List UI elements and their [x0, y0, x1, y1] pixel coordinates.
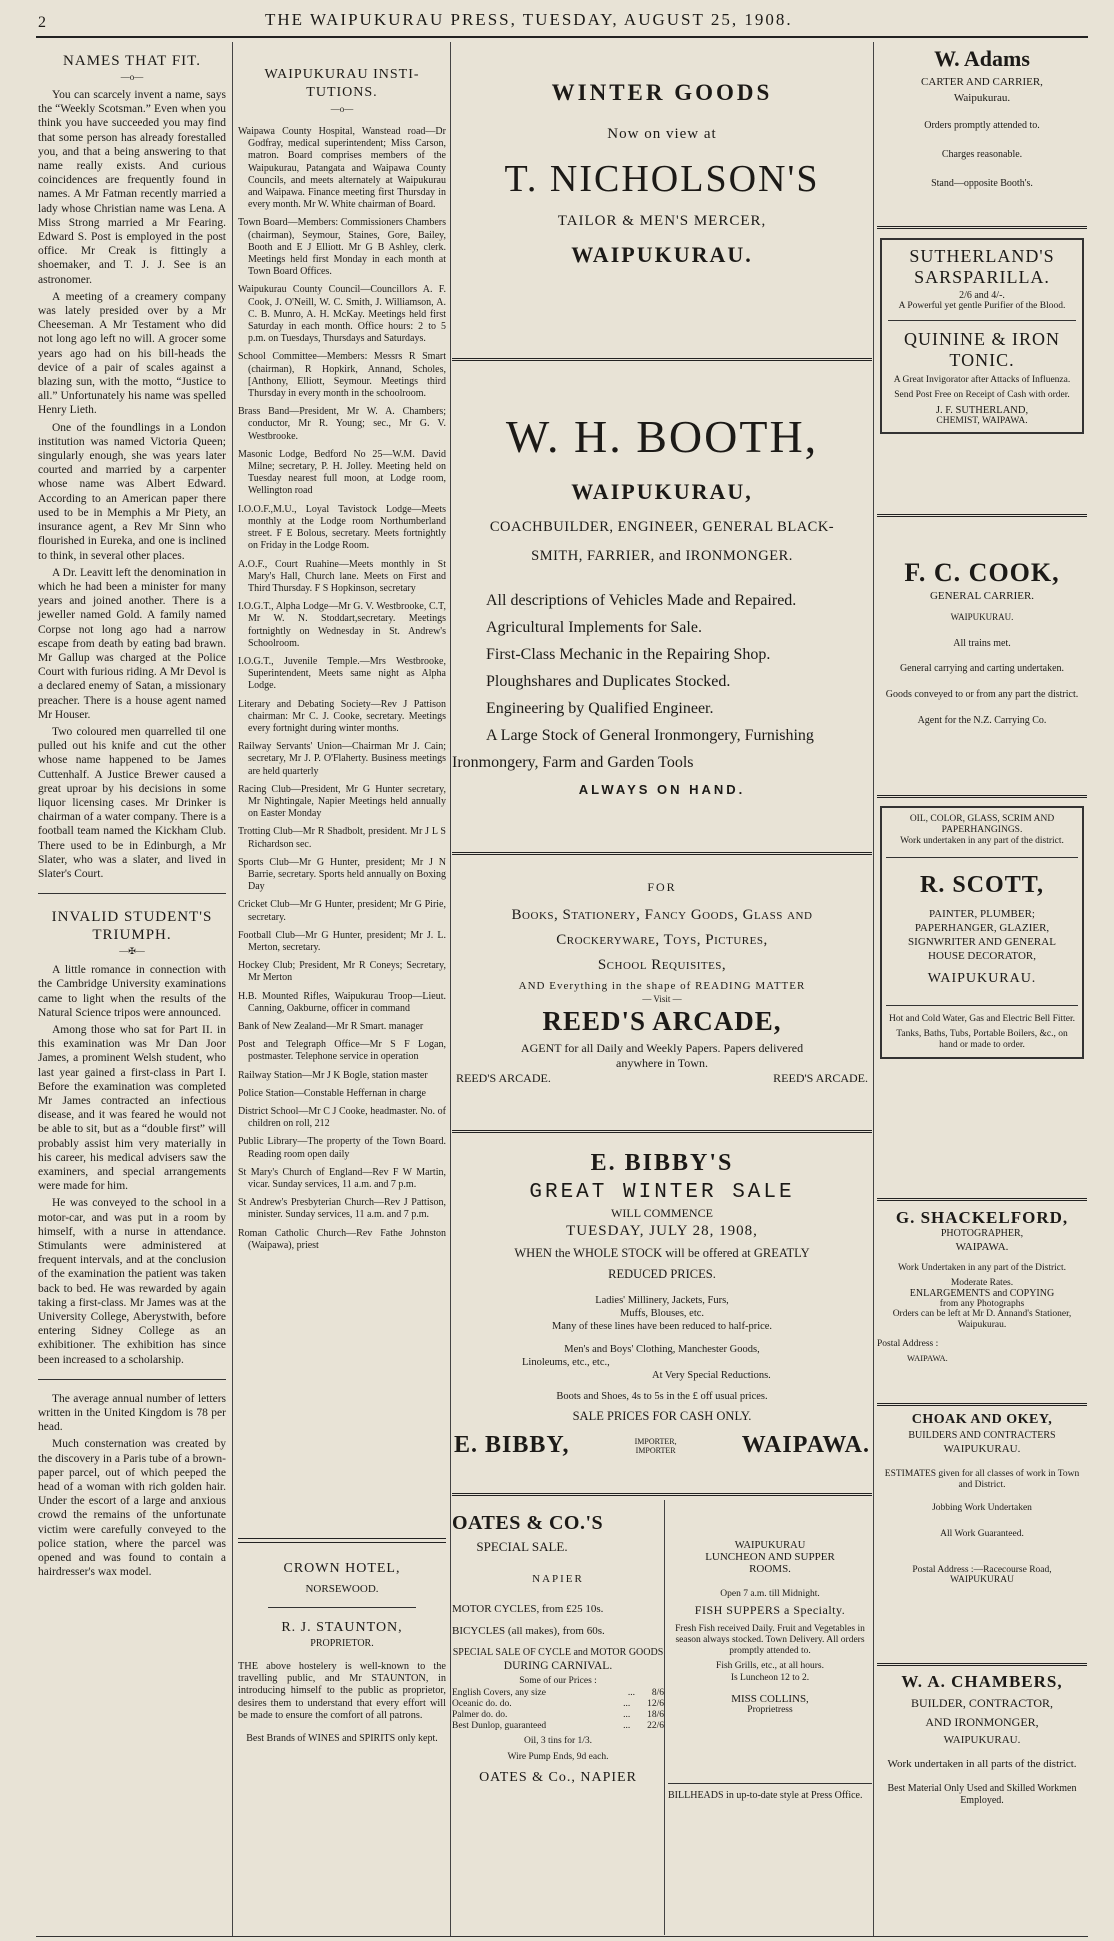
- ad-name: CHOAK AND OKEY,: [911, 1412, 1053, 1427]
- ad-text: ENLARGEMENTS and COPYING: [909, 1288, 1055, 1299]
- ad-text: 2/6 and 4/-.: [959, 290, 1005, 301]
- ad-text: Now on view at: [607, 126, 717, 142]
- institution-entry: Post and Telegraph Office—Mr S F Logan, postmaster. Telephone service in operation: [238, 1039, 446, 1063]
- divider: [877, 1198, 1087, 1201]
- ad-name: R. SCOTT,: [920, 872, 1044, 898]
- price-item: Palmer do. do.: [452, 1710, 508, 1720]
- ad-text: All Work Guaranteed.: [940, 1529, 1024, 1539]
- ad-text: Many of these lines have been reduced to half-price.: [551, 1321, 773, 1332]
- ad-text: AGENT for all Daily and Weekly Papers. Papers delivered: [520, 1041, 804, 1055]
- ad-text: Stand—opposite Booth's.: [931, 178, 1033, 189]
- hotel-name: CROWN HOTEL,: [283, 1561, 401, 1576]
- ad-text: Tanks, Baths, Tubs, Portable Boilers, &c., on hand or made to order.: [896, 1029, 1068, 1050]
- ad-text: Waipukurau.: [953, 92, 1011, 104]
- ad-text: OIL, COLOR, GLASS, SCRIM AND PAPERHANGINGS.: [909, 814, 1055, 835]
- divider: [452, 358, 872, 361]
- institution-entry: I.O.G.T., Juvenile Temple.—Mrs Westbrooke, Superintendent, Meets same night as Alpha Lodge.: [238, 655, 446, 692]
- ad-text: TUESDAY, JULY 28, 1908,: [566, 1223, 758, 1239]
- price-row: [452, 1699, 664, 1710]
- ad-text: WHEN the WHOLE STOCK will be offered at GREATLY: [514, 1246, 810, 1260]
- divider: [452, 852, 872, 855]
- ornament: —✠—: [119, 946, 145, 957]
- ad-text: WAIPAWA.: [907, 1353, 948, 1363]
- price-price: 18/6: [647, 1710, 664, 1720]
- ad-slogan: ALWAYS ON HAND.: [578, 782, 746, 797]
- article-paragraph: A Dr. Leavitt left the denomination in which he had been a minister for many years and joined another. There is a jeweller named Gold. A family named Corpse not long ago had a narrow escape from death by eating bad brawn. Mr Gallup was charged at the Police Court with furious riding. A Mr Devol is a declared enemy of Satan, a missionary preacher. There is a house agent named Mr Houser.: [38, 566, 226, 721]
- ad-text: Oil, 3 tins for 1/3.: [523, 1736, 593, 1746]
- divider: [877, 795, 1087, 798]
- institution-entry: Sports Club—Mr G Hunter, president; Mr J N Barrie, secretary. Sports held annually on Boxing Day: [238, 856, 446, 893]
- ad-text: IMPORTER: [635, 1445, 676, 1455]
- institution-entry: I.O.O.F.,M.U., Loyal Tavistock Lodge—Meets monthly at the Lodge room Northumberland street. F E Bolous, secretary. Meets fortnightly on Friday in the Lodge Room.: [238, 503, 446, 552]
- divider: [452, 1130, 872, 1133]
- institution-entry: Railway Servants' Union—Chairman Mr J. Cain; secretary, Mr J. P. O'Flaherty. Business meetings are held quarterly: [238, 741, 446, 777]
- ad-text: A Powerful yet gentle Purifier of the Blood.: [898, 301, 1066, 311]
- ad-headline: GREAT WINTER SALE: [529, 1181, 795, 1204]
- ad-name: TONIC.: [949, 350, 1015, 370]
- ad-text: Best Material Only Used and Skilled Workmen Employed.: [887, 1783, 1077, 1806]
- institution-entry: Literary and Debating Society—Rev J Pattison chairman: Mr C. J. Cooke, secretary. Meetings every fortnight during winter months.: [238, 698, 446, 734]
- proprietor-role: PROPRIETOR.: [310, 1638, 374, 1649]
- institution-entry: Racing Club—President, Mr G Hunter secretary, Mr Nightingale, Napier Meetings held annually on Easter Monday: [238, 783, 446, 820]
- divider: [268, 1607, 416, 1608]
- column-rule: [664, 1500, 665, 1935]
- ad-footer: [452, 1071, 872, 1086]
- ad-text: SALE PRICES FOR CASH ONLY.: [572, 1409, 752, 1423]
- ad-text: SPECIAL SALE OF CYCLE and MOTOR GOODS: [452, 1647, 664, 1658]
- divider: [877, 514, 1087, 517]
- ad-text: FISH SUPPERS a Specialty.: [694, 1603, 846, 1617]
- ad-place: WAIPAWA.: [741, 1432, 870, 1458]
- ad-place: WAIPUKURAU.: [927, 971, 1037, 986]
- masthead-rule: [36, 36, 1088, 38]
- ad-text: from any Photographs: [939, 1299, 1025, 1309]
- ad-text: Moderate Rates.: [950, 1278, 1014, 1288]
- institution-entry: Waipukurau County Council—Councillors A. F. Cook, J. O'Neill, W. C. Smith, J. Williamson, A. C. B. Munro, A. H. McKay. Meetings held first Saturday in each month. Office hours: 2 to 5 p.m. on Tuesdays, Thursdays and Saturdays.: [238, 284, 446, 345]
- ad-text: All trains met.: [953, 638, 1011, 649]
- crown-hotel-ad: [238, 1538, 446, 1745]
- ad-text: FOR: [647, 880, 677, 894]
- ad-text: ESTIMATES given for all classes of work in Town and District.: [884, 1469, 1080, 1490]
- ad-text: Crockeryware, Toys, Pictures,: [556, 932, 768, 948]
- ad-text: CARTER AND CARRIER,: [921, 76, 1043, 88]
- institution-entry: School Committee—Members: Messrs R Smart (chairman), R Hopkirk, Annand, Scholes, [Anthony, Elliott, Seymour. Meetings third Thursday in every month in the schoolroom.: [238, 351, 446, 400]
- ad-trade: SMITH, FARRIER, and IRONMONGER.: [531, 548, 793, 564]
- chambers-ad: [877, 1672, 1087, 1807]
- institution-entry: Roman Catholic Church—Rev Fathe Johnston (Waipawa), priest: [238, 1227, 446, 1251]
- ad-text: Postal Address :: [877, 1339, 939, 1349]
- ad-text: Orders can be left at Mr D. Annand's Stationer, Waipukurau.: [892, 1309, 1072, 1330]
- institution-entry: St Mary's Church of England—Rev F W Martin, vicar. Sunday services, 11 a.m. and 7 p.m.: [238, 1166, 446, 1191]
- ad-text: Hot and Cold Water, Gas and Electric Bell Fitter.: [889, 1014, 1075, 1024]
- article-paragraph: He was conveyed to the school in a motor-car, and was put in a room by himself, with a nurse in attendance. Stimulants were administered at frequent intervals, and at the conclusion of the examination the patient was taken back to bed. He was rewarded by again taking a first-class. Mr James was at the University College, Aberystwith, before entering Sidney College as an exhibitioner. The exhibition has since been increased to a scholarship.: [38, 1197, 226, 1366]
- sutherland-ad: [880, 238, 1084, 434]
- institution-entry: District School—Mr C J Cooke, headmaster. No. of children on roll, 212: [238, 1106, 446, 1130]
- divider: [452, 1493, 872, 1496]
- ad-text: Proprietress: [747, 1705, 793, 1715]
- ad-text: BICYCLES (all makes), from 60s.: [452, 1625, 605, 1637]
- ad-text: Is Luncheon 12 to 2.: [730, 1673, 810, 1683]
- divider: [877, 1403, 1087, 1406]
- ad-text: WAIPUKURAU: [734, 1540, 806, 1551]
- institution-entry: Waipawa County Hospital, Wanstead road—Dr Godfray, medical superintendent; Miss Carson, matron. Board comprises members of the Waipukurau, Patangata and Waipawa County Councils, and meets alternately at Waipukurau and Waipawa. Finance meeting first Thursday in every month. Mr W. White chairman of Board.: [238, 126, 446, 211]
- article-paragraph: A little romance in connection with the Cambridge University examinations came to light when the results of the Natural Science tripos were announced.: [38, 964, 226, 1019]
- ad-text: REED'S ARCADE.: [456, 1071, 551, 1085]
- divider: [877, 1663, 1087, 1666]
- ad-text: Books, Stationery, Fancy Goods, Glass and: [511, 907, 813, 923]
- institution-entry: I.O.G.T., Alpha Lodge—Mr G. V. Westbrooke, C.T, Mr W. N. Stoddart,secretary. Meetings fortnightly on Wednesday in St. Andrew's Schoolroom.: [238, 601, 446, 649]
- ad-lines: [452, 587, 872, 776]
- ad-text: Goods conveyed to or from any part the district.: [885, 689, 1079, 700]
- article-title: NAMES THAT FIT.: [63, 53, 201, 69]
- ad-text: REED'S ARCADE.: [773, 1071, 868, 1085]
- ad-text: Linoleums, etc., etc.,: [522, 1357, 610, 1368]
- ad-text: Ladies' Millinery, Jackets, Furs,: [595, 1295, 729, 1306]
- ad-text: WAIPUKURAU.: [943, 1443, 1021, 1455]
- institution-entry: Railway Station—Mr J K Bogle, station master: [238, 1069, 428, 1081]
- institutions-list: [238, 126, 446, 1252]
- price-price: 22/6: [647, 1721, 664, 1731]
- ad-text: Agent for the N.Z. Carrying Co.: [917, 715, 1047, 726]
- ad-text: NAPIER: [532, 1573, 584, 1585]
- ad-text: DURING CARNIVAL.: [503, 1660, 613, 1672]
- ad-name: E. BIBBY,: [454, 1432, 570, 1458]
- ad-place: WAIPUKURAU,: [571, 479, 753, 504]
- price-dots: ...: [623, 1721, 631, 1731]
- section-title: TUTIONS.: [306, 85, 378, 100]
- proprietor-name: R. J. STAUNTON,: [281, 1620, 403, 1635]
- ad-line: Engineering by Qualified Engineer.: [486, 700, 714, 717]
- institution-entry: Hockey Club; President, Mr R Coneys; Secretary, Mr Merton: [238, 960, 446, 984]
- institution-entry: Bank of New Zealand—Mr R Smart. manager: [238, 1021, 424, 1032]
- ad-text: Fresh Fish received Daily. Fruit and Vegetables in season always stocked. Town Delivery. All orders promptly attended to.: [675, 1624, 865, 1656]
- ad-name: E. BIBBY'S: [590, 1150, 734, 1176]
- column-rule: [450, 42, 451, 1936]
- ad-text: Boots and Shoes, 4s to 5s in the £ off usual prices.: [556, 1391, 768, 1402]
- ad-text: BUILDER, CONTRACTOR,: [910, 1696, 1054, 1710]
- institution-entry: Brass Band—President, Mr W. A. Chambers; conductor, Mr R. Young; sec., Mr G. V. Westbrooke.: [238, 406, 446, 442]
- ad-line: Ploughshares and Duplicates Stocked.: [486, 673, 731, 690]
- institution-entry: Masonic Lodge, Bedford No 25—W.M. David Milne; secretary, P. H. Jolley. Meeting held on Tuesday nearest full moon, at Lodge room, Wellington road: [238, 448, 446, 497]
- divider: [668, 1783, 872, 1784]
- ad-text: REDUCED PRICES.: [608, 1267, 716, 1281]
- price-row: [452, 1688, 664, 1699]
- ad-name: T. NICHOLSON'S: [504, 158, 820, 200]
- divider: [38, 1379, 226, 1380]
- article-paragraph: Two coloured men quarrelled til one pulled out his knife and cut the other whose name happened to be James Cuttenhalf. A Justice Brewer caused a great uproar by his decisions in some liquor licensing cases. Mr Drinker is chairman of a water company. There is a football team named the Kickham Club. There used to be in Edinburgh, a Mr Slater, who was a slater, and lived in Slater's Court.: [38, 725, 226, 880]
- footer-rule: [36, 1936, 1088, 1937]
- ad-line: Agricultural Implements for Sale.: [486, 619, 702, 636]
- institution-entry: Football Club—Mr G Hunter, president; Mr J. L. Merton, secretary.: [238, 929, 446, 953]
- ad-text: CHEMIST, WAIPAWA.: [936, 416, 1028, 426]
- ad-text: Jobbing Work Undertaken: [932, 1503, 1032, 1513]
- ornament: —o—: [120, 72, 144, 82]
- ad-line: First-Class Mechanic in the Repairing Shop.: [486, 646, 771, 663]
- ad-name: REED'S ARCADE,: [542, 1006, 782, 1036]
- ad-text: anywhere in Town.: [616, 1056, 708, 1070]
- adams-ad: [877, 46, 1087, 189]
- article-paragraph: A meeting of a creamery company was lately presided over by a Mr Cheeseman. A Mr Testament who did not long ago left no will. A grocer some years ago had on his bill-heads the device of a pair of scales against a blazing sun, with the motto, “Justice to all.” Unfortunately his name was spelled Henry Lieth.: [38, 290, 226, 417]
- ad-text: AND IRONMONGER,: [925, 1715, 1039, 1729]
- masthead-title: THE WAIPUKURAU PRESS, TUESDAY, AUGUST 25, 1908.: [265, 10, 793, 29]
- ad-text: Charges reasonable.: [941, 149, 1023, 160]
- institution-entry: Public Library—The property of the Town Board. Reading room open daily: [238, 1136, 446, 1160]
- ad-foot: OATES & Co., NAPIER: [479, 1770, 637, 1785]
- ad-line: Ironmongery, Farm and Garden Tools: [452, 754, 694, 771]
- ad-name: SARSPARILLA.: [914, 267, 1050, 287]
- ad-text: WILL COMMENCE: [611, 1206, 713, 1220]
- ad-text: WAIPUKURAU.: [943, 1734, 1021, 1746]
- ad-text: Send Post Free on Receipt of Cash with order.: [894, 390, 1070, 400]
- institution-entry: Police Station—Constable Heffernan in charge: [238, 1087, 426, 1099]
- ad-text: IMPORTER,: [634, 1436, 677, 1446]
- divider: [877, 226, 1087, 229]
- divider: [238, 1538, 446, 1543]
- institution-entry: A.O.F., Court Ruahine—Meets monthly in St Mary's Hall, Church lane. Meets on First and Third Thursday. F S Hopkinson, secretary: [238, 558, 446, 594]
- ad-line: A Large Stock of General Ironmongery, Furnishing: [486, 727, 814, 744]
- ad-name: W. Adams: [934, 46, 1030, 71]
- article-paragraph: You can scarcely invent a name, says the “Weekly Scotsman.” Even when you think you have succeeded you may find that some person has already forestalled you, and that a being answering to that name really exists. And curious coincidences are frequently found in names. A Mr Fatman recently married a lady whose Christian name was Lena. A Miss Strong married a Mr Fearing. Edward S. Post is employed in the post office. Mr Creak is fittingly a shoemaker, and T. J. J. See is an astronomer.: [38, 89, 226, 286]
- ad-name: G. SHACKELFORD,: [895, 1208, 1069, 1227]
- ad-text: Work undertaken in any part of the district.: [900, 836, 1064, 846]
- price-item: Best Dunlop, guaranteed: [452, 1721, 547, 1731]
- hotel-place: NORSEWOOD.: [305, 1583, 379, 1595]
- price-dots: ...: [623, 1710, 631, 1720]
- booth-ad: [452, 410, 872, 797]
- price-dots: ...: [627, 1688, 635, 1698]
- ad-headline: WINTER GOODS: [551, 80, 773, 105]
- ad-text: Postal Address :—Racecourse Road,: [912, 1565, 1052, 1575]
- price-list: [452, 1688, 664, 1732]
- ad-name: SUTHERLAND'S: [909, 246, 1055, 266]
- ad-text: Orders promptly attended to.: [924, 120, 1040, 131]
- article-title: TRIUMPH.: [92, 927, 172, 944]
- ad-text: GENERAL CARRIER.: [929, 590, 1035, 602]
- scott-ad: [880, 806, 1084, 1059]
- divider: [886, 857, 1078, 858]
- ad-text: LUNCHEON AND SUPPER: [705, 1551, 835, 1563]
- ad-text: PAINTER, PLUMBER; PAPERHANGER, GLAZIER, SIGNWRITER AND GENERAL HOUSE DECORATOR,: [908, 908, 1056, 962]
- ad-text: Work undertaken in all parts of the district.: [887, 1758, 1077, 1770]
- ad-text: AND Everything in the shape of READING MATTER: [518, 980, 806, 992]
- section-title: WAIPUKURAU INSTI-: [264, 67, 420, 82]
- ad-name: F. C. COOK,: [904, 558, 1060, 587]
- price-row: [452, 1710, 664, 1721]
- ad-text: Wire Pump Ends, 9d each.: [507, 1752, 609, 1762]
- cook-ad: [877, 558, 1087, 726]
- institution-entry: H.B. Mounted Rifles, Waipukurau Troop—Lieut. Canning, Oakburne, officer in command: [238, 990, 446, 1014]
- divider: [886, 1005, 1078, 1006]
- ad-text: MISS COLLINS,: [731, 1693, 809, 1705]
- ad-text: Men's and Boys' Clothing, Manchester Goods,: [564, 1344, 760, 1355]
- price-item: Oceanic do. do.: [452, 1699, 512, 1709]
- price-row: [452, 1721, 664, 1732]
- oates-ad: [452, 1512, 664, 1786]
- price-dots: ...: [623, 1699, 631, 1709]
- ad-text: Work Undertaken in any part of the District.: [897, 1263, 1067, 1273]
- ad-text: [635, 1437, 677, 1455]
- ad-text: At Very Special Reductions.: [652, 1370, 771, 1381]
- ad-text: WAIPUKURAU: [950, 1575, 1014, 1585]
- ad-name: W. H. BOOTH,: [505, 411, 819, 462]
- ad-text: Some of our Prices :: [519, 1676, 597, 1686]
- hotel-body: THE above hostelery is well-known to the travelling public, and Mr STAUNTON, in introducing himself to the public as proprietor, desires them to understand that every effort will be made to ensure the comfort of all patrons.: [238, 1661, 446, 1721]
- nicholson-ad: [452, 80, 872, 268]
- ad-text: School Requisites,: [597, 957, 727, 973]
- price-price: 12/6: [647, 1699, 664, 1709]
- ad-text: BUILDERS AND CONTRACTERS: [908, 1430, 1056, 1441]
- ad-text: — Visit —: [642, 994, 682, 1004]
- luncheon-ad: [668, 1540, 872, 1802]
- ad-text: WAIPAWA.: [955, 1241, 1009, 1253]
- column-rule: [232, 42, 233, 1936]
- ad-text: MOTOR CYCLES, from £25 10s.: [452, 1603, 604, 1615]
- ad-name: W. A. CHAMBERS,: [901, 1672, 1063, 1691]
- article-title: INVALID STUDENT'S: [51, 909, 213, 926]
- ad-place: WAIPUKURAU.: [571, 242, 753, 267]
- ad-name: QUININE & IRON: [904, 329, 1060, 349]
- ad-footer: [452, 1432, 872, 1459]
- ad-text: SPECIAL SALE.: [476, 1539, 568, 1554]
- article-paragraph: The average annual number of letters written in the United Kingdom is 78 per head.: [38, 1392, 226, 1434]
- ad-text: BILLHEADS in up-to-date style at Press Office.: [668, 1790, 863, 1801]
- bibby-ad: [452, 1150, 872, 1459]
- institution-entry: St Andrew's Presbyterian Church—Rev J Pattison, minister. Sunday services, 11 a.m. and 7 p.m.: [238, 1197, 446, 1221]
- ad-text: A Great Invigorator after Attacks of Influenza.: [893, 375, 1071, 385]
- article-names-that-fit: [38, 52, 226, 1583]
- divider: [38, 893, 226, 894]
- ad-line: All descriptions of Vehicles Made and Repaired.: [486, 592, 797, 609]
- column-rule: [873, 42, 874, 1936]
- ad-text: Fish Grills, etc., at all hours.: [716, 1661, 824, 1671]
- article-paragraph: Much consternation was created by the discovery in a Paris tube of a brown-paper parcel, out of which peeped the head of a woman with rich golden hair. Under the escort of a large and anxious crowd the remains of the unfortunate victim were carefully conveyed to the police station, where the parcel was opened and was found to contain a hairdresser's wax model.: [38, 1438, 226, 1579]
- ad-text: TAILOR & MEN'S MERCER,: [557, 213, 767, 229]
- price-price: 8/6: [651, 1688, 664, 1698]
- article-paragraph: Among those who sat for Part II. in this examination was Mr Dan Joor James, a prominent Welsh student, who last year gained a first-class in Part I. Before the examination was completed Mr James contracted an infectious disease, and it was feared he would not be able to sit, but as a “double first” will probably assist him very materially in his career, his medical advisers saw the examiners, and special arrangements were made for him.: [38, 1023, 226, 1193]
- page-number: 2: [38, 14, 46, 31]
- price-item: English Covers, any size: [452, 1688, 546, 1698]
- ornament: —o—: [330, 104, 354, 114]
- choak-ad: [877, 1412, 1087, 1585]
- divider: [888, 320, 1076, 321]
- institution-entry: Town Board—Members: Commissioners Chambers (chairman), Seymour, Staines, Gore, Bailey, Booth and E J Elliott. Mr G B Ashley, clerk. Meetings held first Monday in each month at Town Board Offices.: [238, 217, 446, 278]
- ad-text: ROOMS.: [749, 1563, 791, 1575]
- institutions-directory: [238, 66, 446, 1258]
- ad-text: Open 7 a.m. till Midnight.: [720, 1589, 820, 1599]
- ad-text: General carrying and carting undertaken.: [899, 663, 1065, 674]
- shackelford-ad: [877, 1208, 1087, 1363]
- ad-trade: COACHBUILDER, ENGINEER, GENERAL BLACK-: [489, 519, 835, 535]
- ad-text: Muffs, Blouses, etc.: [619, 1308, 705, 1319]
- reed-ad: [452, 880, 872, 1086]
- ad-name: OATES & CO.'S: [452, 1512, 604, 1534]
- institution-entry: Cricket Club—Mr G Hunter, president; Mr G Pirie, secretary.: [238, 899, 446, 923]
- hotel-foot: Best Brands of WINES and SPIRITS only kept.: [246, 1733, 438, 1745]
- ad-text: WAIPUKURAU.: [950, 612, 1014, 622]
- institution-entry: Trotting Club—Mr R Shadbolt, president. Mr J L S Richardson sec.: [238, 826, 446, 850]
- ad-text: PHOTOGRAPHER,: [940, 1228, 1024, 1239]
- ad-text: J. F. SUTHERLAND,: [935, 405, 1029, 416]
- article-paragraph: One of the foundlings in a London institution was named Victoria Queen; singularly enough, she was years later courted and married by a carpenter whose name was Albert Edward. According to an American paper there used to be in Memphis a Mr Piety, an insurance agent, a Rev Mr Sinn who flourished in Eureka, and one is inclined to think, in several other places.: [38, 421, 226, 562]
